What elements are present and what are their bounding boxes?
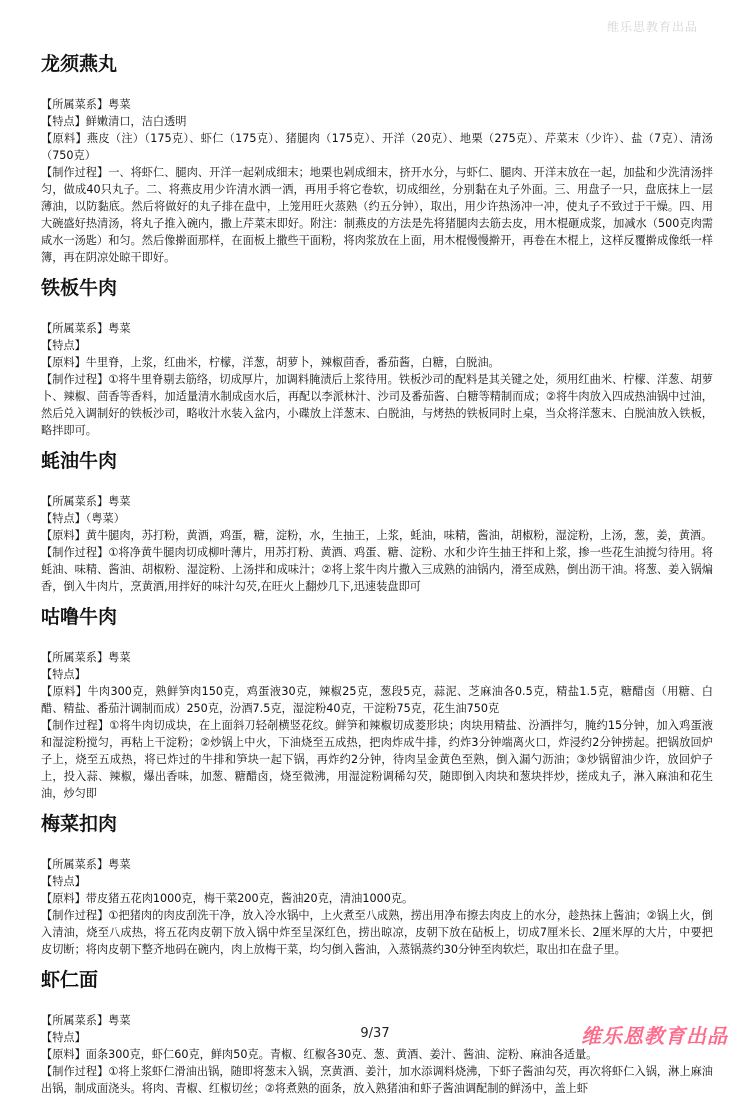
publisher-logo: 维乐恩教育出品	[581, 1024, 728, 1048]
recipe-steps: 【制作过程】①将净黄牛腿肉切成柳叶薄片，用苏打粉、黄酒、鸡蛋、糖、淀粉、水和少许生抽王拌和上浆，掺一些花生油搅匀待用。将蚝油、味精、酱油、胡椒粉、湿淀粉、上汤拌和成味汁；②将上浆牛肉片撒入三成熟的油锅内，滑至成熟，倒出沥干油。将葱、姜入锅煸香，倒入牛肉片，烹黄酒,用拌好的味汁勾芡,在旺火上翻炒几下,迅速装盘即可	[41, 546, 713, 593]
recipe-meicai-kourou	[41, 812, 713, 958]
recipe-ingredients: 【原料】带皮猪五花肉1000克，梅干菜200克，酱油20克，清油1000克。	[41, 892, 414, 905]
recipe-title: 铁板牛肉	[41, 277, 118, 299]
recipe-features: 【特点】	[41, 875, 86, 888]
recipe-features: 【特点】	[41, 339, 86, 352]
recipe-title: 咕噜牛肉	[41, 606, 118, 628]
recipe-ingredients: 【原料】牛里脊，上浆，红曲米，柠檬，洋葱，胡萝卜，辣椒茴香，番茄酱，白糖，白脱油。	[41, 356, 500, 369]
document-body	[41, 52, 713, 1107]
recipe-cuisine: 【所属菜系】粤菜	[41, 322, 131, 335]
recipe-features: 【特点】（粤菜）	[41, 512, 125, 525]
recipe-title: 梅菜扣肉	[41, 813, 118, 835]
recipe-steps: 【制作过程】①将上浆虾仁滑油出锅，随即将葱末入锅，烹黄酒、姜汁，加水添调料烧沸，下虾子酱油勾芡，再次将虾仁入锅，淋上麻油出锅，制成面浇头。将肉、青椒、红椒切丝；②将煮熟的面条，放入熟猪油和虾子酱油调配制的鲜汤中，盖上虾	[41, 1065, 713, 1095]
recipe-cuisine: 【所属菜系】粤菜	[41, 858, 131, 871]
recipe-ingredients: 【原料】黄牛腿肉，苏打粉，黄酒，鸡蛋，糖，淀粉，水，生抽王，上浆，蚝油，味精，酱油，胡椒粉，湿淀粉，上汤，葱，姜，黄酒。	[41, 529, 713, 542]
recipe-gulu-niurou	[41, 605, 713, 802]
recipe-haoyou-niurou	[41, 449, 713, 595]
recipe-features: 【特点】	[41, 1031, 86, 1044]
recipe-steps: 【制作过程】①将牛里脊剔去筋络，切成厚片，加调料腌渍后上浆待用。铁板沙司的配料是其关键之处，须用红曲米、柠檬、洋葱、胡萝卜、辣椒、茴香等香料，加适量清水制成卤水后，再配以李派林汁、沙司及番茄酱、白糖等精制而成；②将牛肉放入四成热油锅中过油，然后兑入调制好的铁板沙司，略收汁水装入盆内，小碟放上洋葱末、白脱油，与烤热的铁板同时上桌，当众将洋葱末、白脱油放入铁板，略拌即可。	[41, 373, 713, 437]
recipe-ingredients: 【原料】燕皮（注）（175克）、虾仁（175克）、猪腿肉（175克）、开洋（20克）、地栗（275克）、芹菜末（少许）、盐（7克）、清汤（750克）	[41, 132, 713, 162]
recipe-features: 【特点】	[41, 668, 86, 681]
recipe-longxu-yanwan	[41, 52, 713, 266]
recipe-ingredients: 【原料】牛肉300克，熟鲜笋肉150克，鸡蛋液30克，辣椒25克，葱段5克，蒜泥、芝麻油各0.5克，精盐1.5克，糖醋卤（用糖、白醋、精盐、番茄汁调制而成）250克，汾酒7.5克，湿淀粉40克，干淀粉75克，花生油750克	[41, 685, 713, 715]
recipe-features: 【特点】鲜嫩清口，洁白透明	[41, 115, 187, 128]
watermark-text: 维乐思教育出品	[606, 20, 698, 34]
recipe-cuisine: 【所属菜系】粤菜	[41, 98, 131, 111]
recipe-cuisine: 【所属菜系】粤菜	[41, 1014, 131, 1027]
recipe-tieban-niurou	[41, 276, 713, 439]
recipe-steps: 【制作过程】①把猪肉的肉皮刮洗干净，放入冷水锅中，上火煮至八成熟，捞出用净布擦去肉皮上的水分，趁热抹上酱油；②锅上火，倒入清油，烧至八成热，将五花肉皮朝下放入锅中炸至呈深红色，捞出晾凉，皮朝下放在砧板上，切成7厘米长、2厘米厚的大片，中要把皮切断；将肉皮朝下整齐地码在碗内，肉上放梅干菜，均匀倒入酱油，入蒸锅蒸约30分钟至肉软烂，取出扣在盘子里。	[41, 909, 713, 956]
recipe-title: 龙须燕丸	[41, 53, 118, 75]
page-number: 9/37	[360, 1026, 390, 1041]
recipe-title: 虾仁面	[41, 969, 99, 991]
recipe-ingredients: 【原料】面条300克，虾仁60克，鲜肉50克。青椒、红椒各30克、葱、黄酒、姜汁、酱油、淀粉、麻油各适量。	[41, 1048, 598, 1061]
recipe-cuisine: 【所属菜系】粤菜	[41, 495, 131, 508]
recipe-steps: 【制作过程】①将牛肉切成块，在上面斜刀轻剞横竖花纹。鲜笋和辣椒切成菱形块；肉块用精盐、汾酒拌匀，腌约15分钟，加入鸡蛋液和湿淀粉搅匀，再粘上干淀粉；②炒锅上中火，下油烧至五成热，把肉炸成牛排，约炸3分钟端离火口，炸浸约2分钟捞起。把锅放回炉子上，烧至五成热，将已炸过的牛排和笋块一起下锅，再炸约2分钟，待肉呈金黄色至熟，倒入漏勺沥油；③炒锅留油少许，放回炉子上，投入蒜、辣椒，爆出香味，加葱、糖醋卤，烧至微沸，用湿淀粉调稀勾芡，随即倒入肉块和葱块拌炒，搓成丸子，淋入麻油和花生油，炒匀即	[41, 719, 713, 800]
recipe-title: 蚝油牛肉	[41, 450, 118, 472]
recipe-steps: 【制作过程】一、将虾仁、腿肉、开洋一起剁成细末；地栗也剁成细末，挤开水分，与虾仁、腿肉、开洋末放在一起，加盐和少洗清汤拌匀，做成40只丸子。二、将燕皮用少许清水洒一洒，再用手将它卷软，切成细丝，分别黏在丸子外面。三、用盘子一只，盘底抹上一层薄油，以防黏底。然后将做好的丸子排在盘中，上笼用旺火蒸熟（约五分钟），取出，用少许热汤冲一冲，使丸子不致过于干燥。四、用大碗盛好热清汤，将丸子推入碗内，撒上芹菜末即好。附注：制燕皮的方法是先将猪腿肉去筋去皮，用木棍砸成浆，加减水（500克肉需咸水一汤匙）和匀。然后像擀面那样，在面板上撒些干面粉，将肉浆放在上面，用木棍慢慢擀开，再卷在木棍上，这样反覆擀成像纸一样簿，再在阴凉处晾干即好。	[41, 166, 713, 264]
recipe-cuisine: 【所属菜系】粤菜	[41, 651, 131, 664]
